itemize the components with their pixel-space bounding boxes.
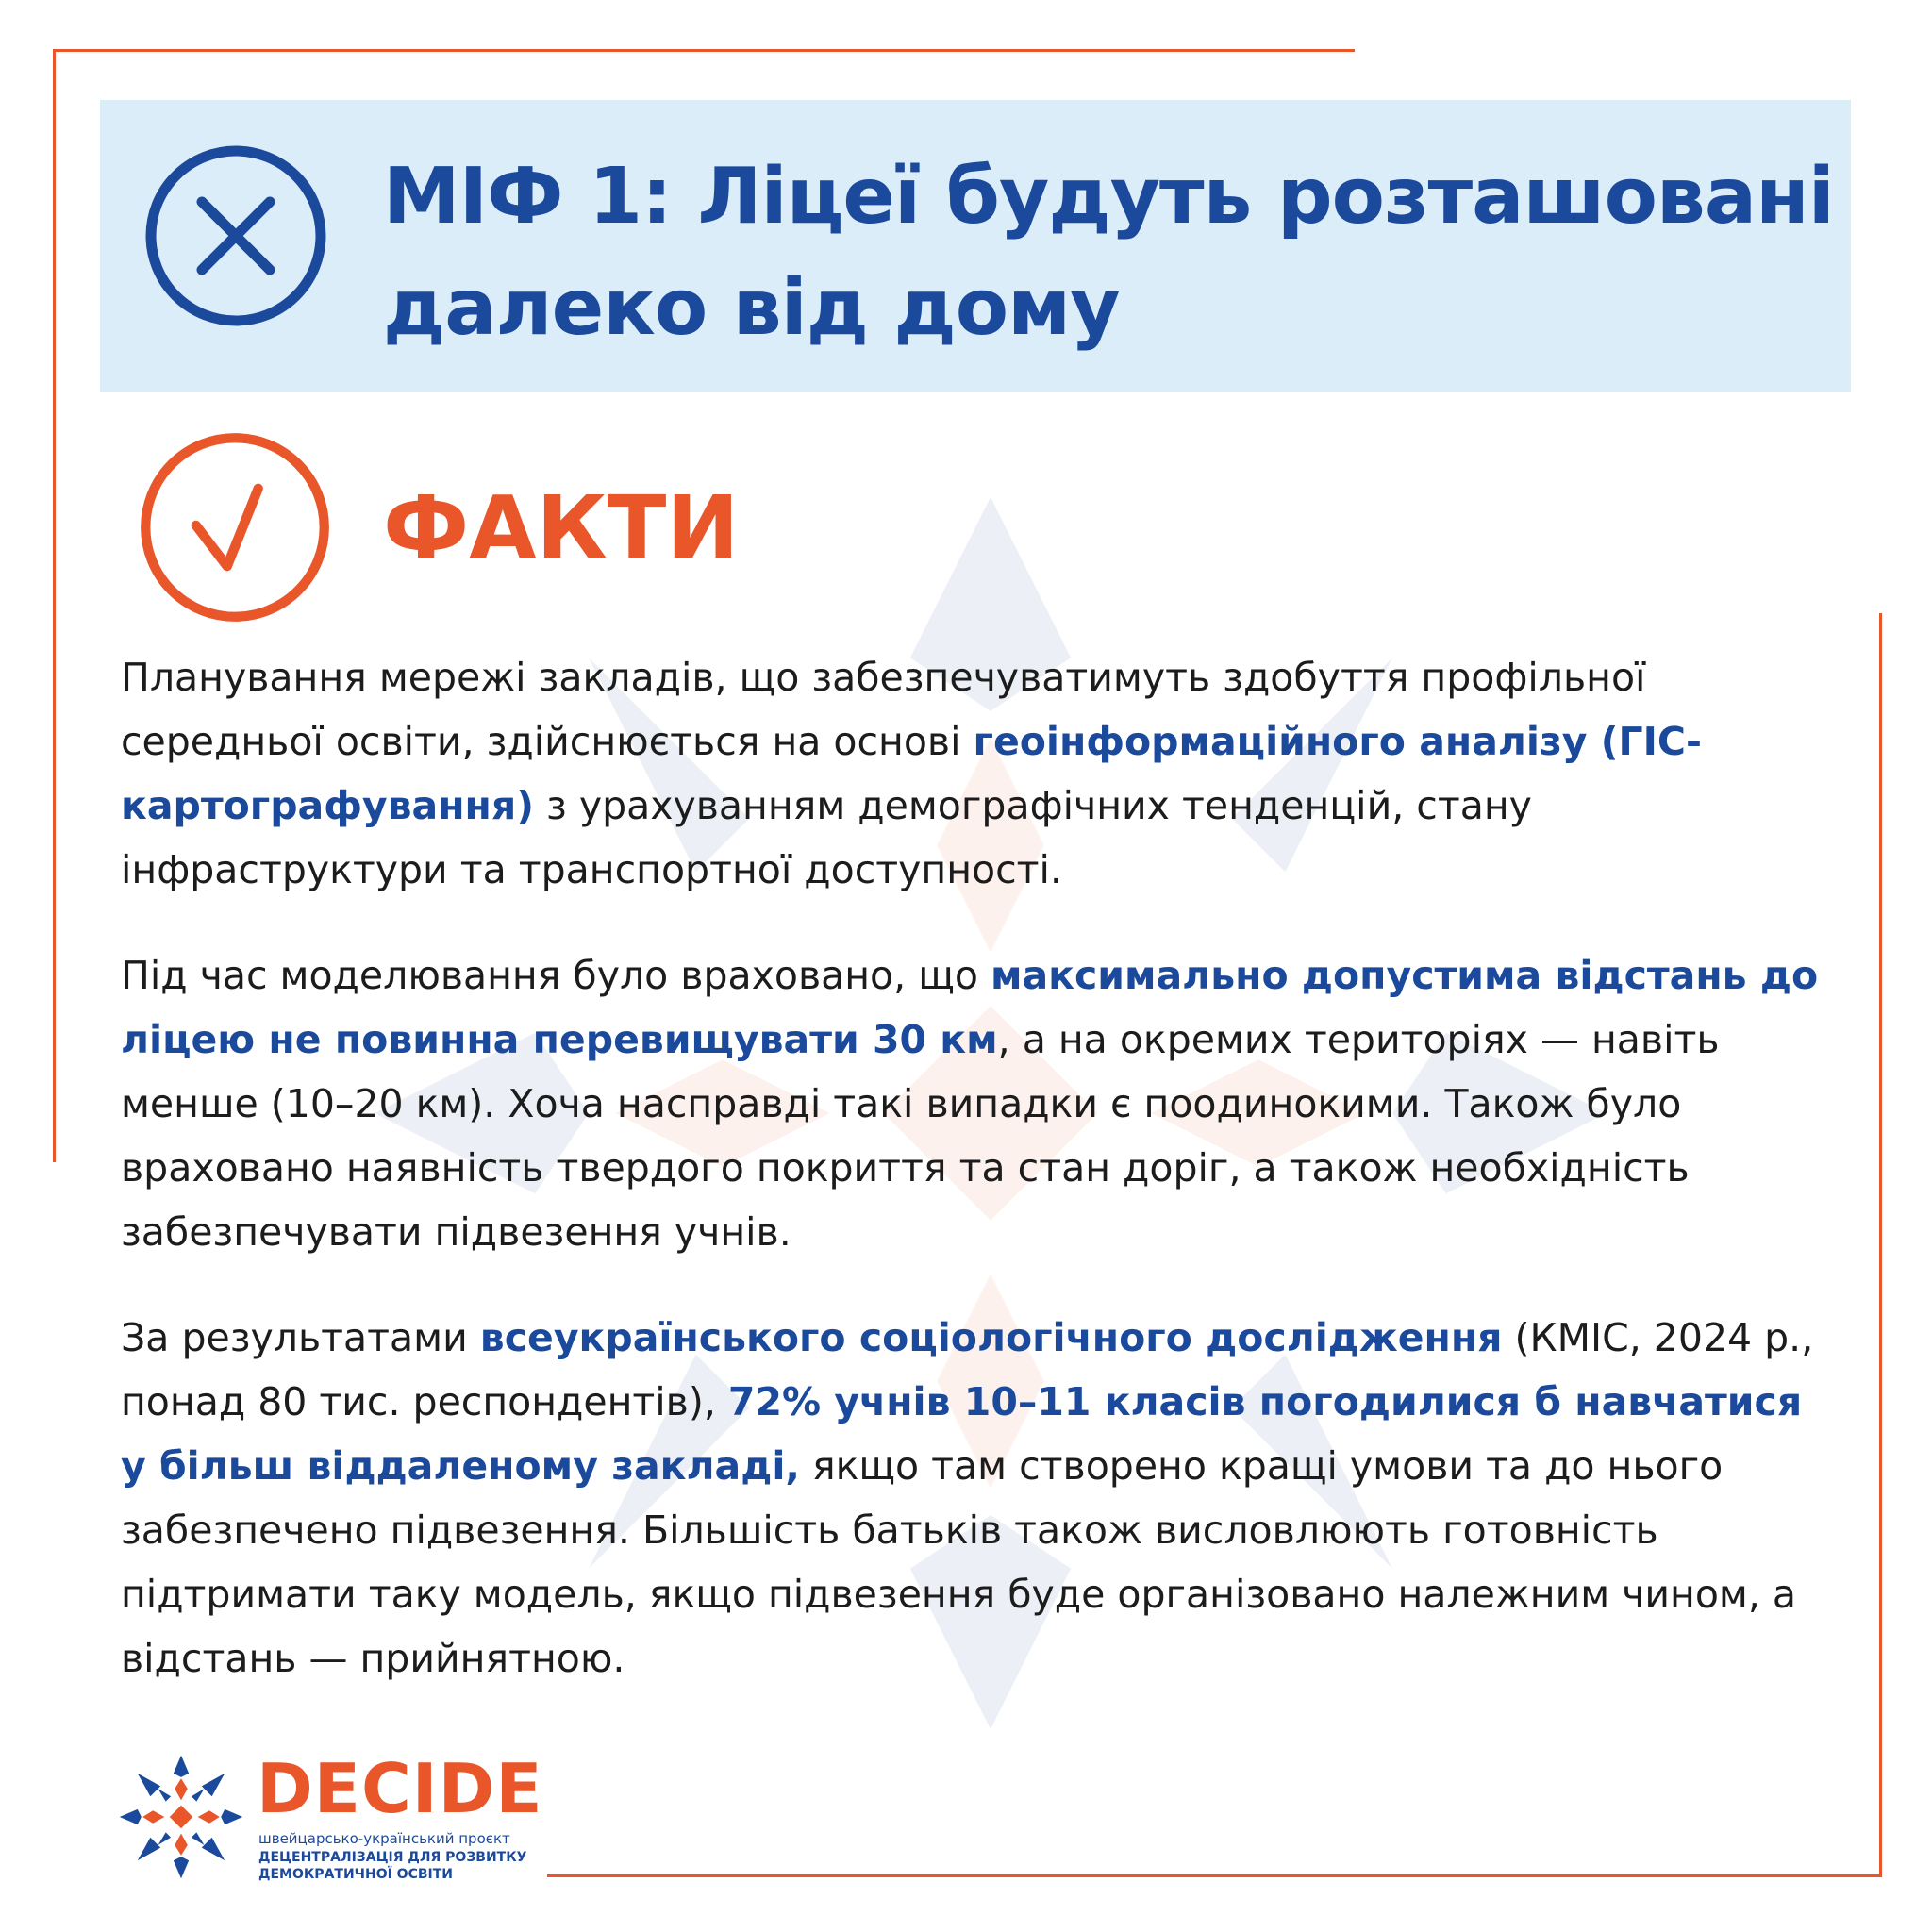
p1-text-c: з урахуванням демографічних тенденцій, стану інфраструктури та транспортної доступності. bbox=[121, 783, 1532, 892]
logo-description-line-1: ДЕЦЕНТРАЛІЗАЦІЯ ДЛЯ РОЗВИТКУ bbox=[258, 1850, 527, 1865]
decide-snowflake-logo-icon bbox=[117, 1753, 245, 1881]
logo-tagline: швейцарсько-український проєкт bbox=[258, 1830, 510, 1847]
p3-highlight-1: всеукраїнського соціологічного дослідження bbox=[479, 1315, 1503, 1360]
facts-paragraph-2 bbox=[121, 943, 1828, 1264]
frame-top-line bbox=[53, 49, 1355, 52]
facts-title: ФАКТИ bbox=[383, 477, 740, 578]
p1-highlight: геоінформаційного аналізу (ГІС-картографування) bbox=[121, 719, 1703, 828]
frame-right-line bbox=[1879, 613, 1882, 1877]
p2-highlight: максимально допустима відстань до ліцею не повинна перевищувати 30 км bbox=[121, 953, 1819, 1062]
p3-text-e: якщо там створено кращі умови та до нього забезпечено підвезення. Більшість батьків також висловлюють готовність підтримати таку модель, якщо підвезення буде організовано належним чином, а відстань — прийнятною. bbox=[121, 1443, 1797, 1681]
p3-text-a: За результатами bbox=[121, 1315, 480, 1360]
p3-text-c: (КМІС, 2024 р., понад 80 тис. респондентів), bbox=[121, 1315, 1814, 1424]
p2-text-a: Під час моделювання було враховано, що bbox=[121, 953, 991, 998]
p1-text-a: Планування мережі закладів, що забезпечуватимуть здобуття профільної середньої освіти, здійснюється на основі bbox=[121, 655, 1646, 764]
facts-paragraph-1 bbox=[121, 645, 1828, 902]
logo-description bbox=[258, 1849, 541, 1883]
logo-description-line-2: ДЕМОКРАТИЧНОЇ ОСВІТИ bbox=[258, 1867, 454, 1882]
frame-left-line bbox=[53, 49, 56, 1162]
logo-wordmark: DECIDE bbox=[257, 1749, 543, 1828]
facts-paragraph-3 bbox=[121, 1306, 1828, 1690]
myth-title: МІФ 1: Ліцеї будуть розташовані далеко від дому bbox=[383, 152, 1834, 353]
p2-text-c: , а на окремих територіях — навіть менше (10–20 км). Хоча насправді такі випадки є поодинокими. Також було враховано наявність твердого покриття та стан доріг, а також необхідність забезпечувати підвезення учнів. bbox=[121, 1017, 1720, 1255]
p3-highlight-2: 72% учнів 10–11 класів погодилися б навчатися у більш віддаленому закладі, bbox=[121, 1379, 1803, 1489]
frame-bottom-line bbox=[547, 1874, 1882, 1877]
cross-circle-icon bbox=[142, 142, 330, 330]
check-circle-icon bbox=[138, 430, 332, 625]
